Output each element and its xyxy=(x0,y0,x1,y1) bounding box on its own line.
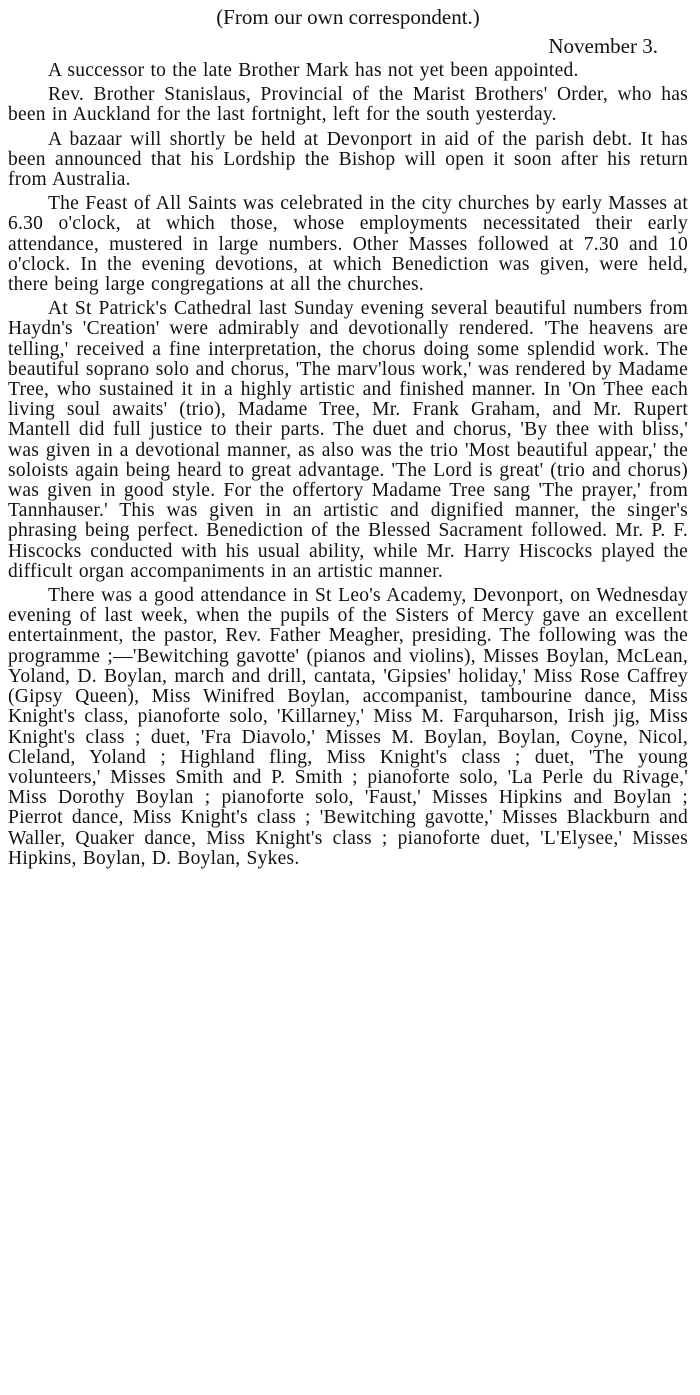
paragraph-successor: A successor to the late Brother Mark has not yet been appointed. xyxy=(48,60,579,81)
dateline: November 3. xyxy=(548,34,658,58)
paragraph-st-leos-academy: There was a good attendance in St Leo's Academy, Devonport, on Wednesday evening of last week, when the pupils of the Sisters of Mercy gave an excellent entertainment, the pastor, Rev. Father Meagher, presiding. The following was the programme ;—'Bewitching gavotte' (pianos and violins), Misses Boylan, McLean, Yoland, D. Boylan, march and drill, cantata, 'Gipsies' holiday,' Miss Rose Caffrey (Gipsy Queen), Miss Winifred Boylan, accompanist, tambourine dance, Miss Knight's class, pianoforte solo, 'Killarney,' Miss M. Farquharson, Irish jig, Miss Knight's class ; duet, 'Fra Diavolo,' Misses M. Boylan, Boylan, Coyne, Nicol, Cleland, Yoland ; Highland fling, Miss Knight's class ; duet, 'The young volunteers,' Misses Smith and P. Smith ; pianoforte solo, 'La Perle du Rivage,' Miss Dorothy Boylan ; pianoforte solo, 'Faust,' Misses Hipkins and Boylan ; Pierrot dance, Miss Knight's class ; 'Bewitching gavotte,' Misses Blackburn and Waller, Quaker dance, Miss Knight's class ; pianoforte duet, 'L'Elysee,' Misses Hipkins, Boylan, D. Boylan, Sykes. xyxy=(8,585,688,869)
paragraph-cathedral-music: At St Patrick's Cathedral last Sunday evening several beautiful numbers from Haydn's 'Creation' were admirably and devotionally rendered. 'The heavens are telling,' received a fine interpretation, the chorus doing some splendid work. The beautiful soprano solo and chorus, 'The marv'lous work,' was rendered by Madame Tree, who sustained it in a highly artistic and finished manner. In 'On Thee each living soul awaits' (trio), Madame Tree, Mr. Frank Graham, and Mr. Rupert Mantell did full justice to their parts. The duet and chorus, 'By thee with bliss,' was given in a devotional manner, as also was the trio 'Most beautiful appear,' the soloists again being heard to great advantage. 'The Lord is great' (trio and chorus) was given in good style. For the offertory Madame Tree sang 'The prayer,' from Tannhauser.' This was given in an artistic and dignified manner, the singer's phrasing being perfect. Benediction of the Blessed Sacrament followed. Mr. P. F. Hiscocks conducted with his usual ability, while Mr. Harry Hiscocks played the difficult organ accompaniments in an artistic manner. xyxy=(8,298,688,582)
correspondent-header: (From our own correspondent.) xyxy=(216,5,480,29)
paragraph-brother-stanislaus: Rev. Brother Stanislaus, Provincial of the Marist Brothers' Order, who has been in Auckland for the last fortnight, left for the south yesterday. xyxy=(8,84,688,126)
paragraph-all-saints: The Feast of All Saints was celebrated in the city churches by early Masses at 6.30 o'clock, at which those, whose employments necessitated their early attendance, mustered in large numbers. Other Masses followed at 7.30 and 10 o'clock. In the evening devotions, at which Benediction was given, were held, there being large congregations at all the churches. xyxy=(8,193,688,296)
paragraph-bazaar: A bazaar will shortly be held at Devonport in aid of the parish debt. It has been announced that his Lordship the Bishop will open it soon after his return from Australia. xyxy=(8,128,688,191)
